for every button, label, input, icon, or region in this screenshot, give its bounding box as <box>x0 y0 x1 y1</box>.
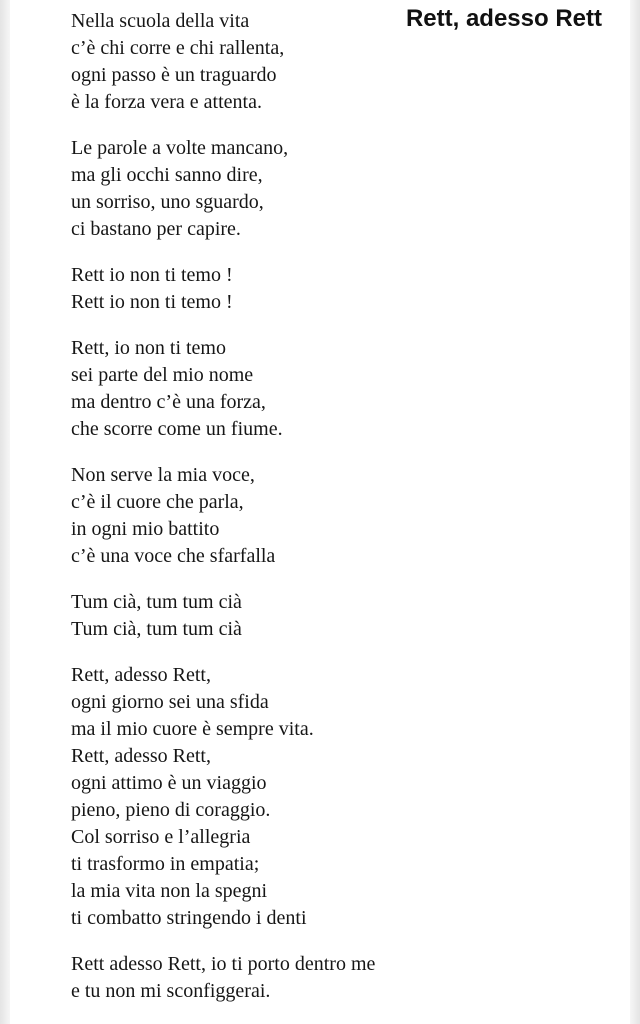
right-page-edge <box>630 0 640 1024</box>
lyric-line: Rett io non ti temo ! <box>71 264 233 286</box>
lyric-line: Rett adesso Rett, io ti porto dentro me <box>71 953 376 975</box>
lyric-line: Non serve la mia voce, <box>71 464 255 486</box>
stanza-7 <box>71 662 591 932</box>
lyric-line: ogni attimo è un viaggio <box>71 772 267 794</box>
left-page-edge <box>0 0 10 1024</box>
lyric-line: ma dentro c’è una forza, <box>71 391 266 413</box>
lyrics-body <box>71 8 591 1024</box>
stanza-5 <box>71 462 591 570</box>
lyric-line: Tum cià, tum tum cià <box>71 618 242 640</box>
lyric-line: Nella scuola della vita <box>71 10 250 32</box>
lyric-line: ti trasformo in empatia; <box>71 853 260 875</box>
lyric-line: ogni giorno sei una sfida <box>71 691 269 713</box>
lyric-line: c’è chi corre e chi rallenta, <box>71 37 285 59</box>
lyric-line: Le parole a volte mancano, <box>71 137 289 159</box>
lyric-line: e tu non mi sconfiggerai. <box>71 980 271 1002</box>
lyric-line: ti combatto stringendo i denti <box>71 907 307 929</box>
lyric-line: è la forza vera e attenta. <box>71 91 262 113</box>
lyric-line: ogni passo è un traguardo <box>71 64 277 86</box>
lyric-line: pieno, pieno di coraggio. <box>71 799 271 821</box>
lyric-line: Rett, adesso Rett, <box>71 664 211 686</box>
lyric-line: c’è il cuore che parla, <box>71 491 244 513</box>
stanza-1 <box>71 8 591 116</box>
stanza-8 <box>71 951 591 1005</box>
lyric-line: ma il mio cuore è sempre vita. <box>71 718 314 740</box>
lyric-line: Rett io non ti temo ! <box>71 291 233 313</box>
lyric-line: Tum cià, tum tum cià <box>71 591 242 613</box>
lyric-line: Col sorriso e l’allegria <box>71 826 251 848</box>
lyric-line: c’è una voce che sfarfalla <box>71 545 276 567</box>
lyric-line: ma gli occhi sanno dire, <box>71 164 263 186</box>
lyric-line: in ogni mio battito <box>71 518 220 540</box>
song-title: Rett, adesso Rett <box>405 5 602 32</box>
stanza-6 <box>71 589 591 643</box>
lyric-line: un sorriso, uno sguardo, <box>71 191 264 213</box>
lyric-line: ci bastano per capire. <box>71 218 241 240</box>
lyric-line: Rett, adesso Rett, <box>71 745 211 767</box>
lyric-line: che scorre come un fiume. <box>71 418 283 440</box>
stanza-3 <box>71 262 591 316</box>
stanza-2 <box>71 135 591 243</box>
stanza-4 <box>71 335 591 443</box>
lyric-line: Rett, io non ti temo <box>71 337 226 359</box>
lyric-line: la mia vita non la spegni <box>71 880 268 902</box>
lyric-line: sei parte del mio nome <box>71 364 254 386</box>
